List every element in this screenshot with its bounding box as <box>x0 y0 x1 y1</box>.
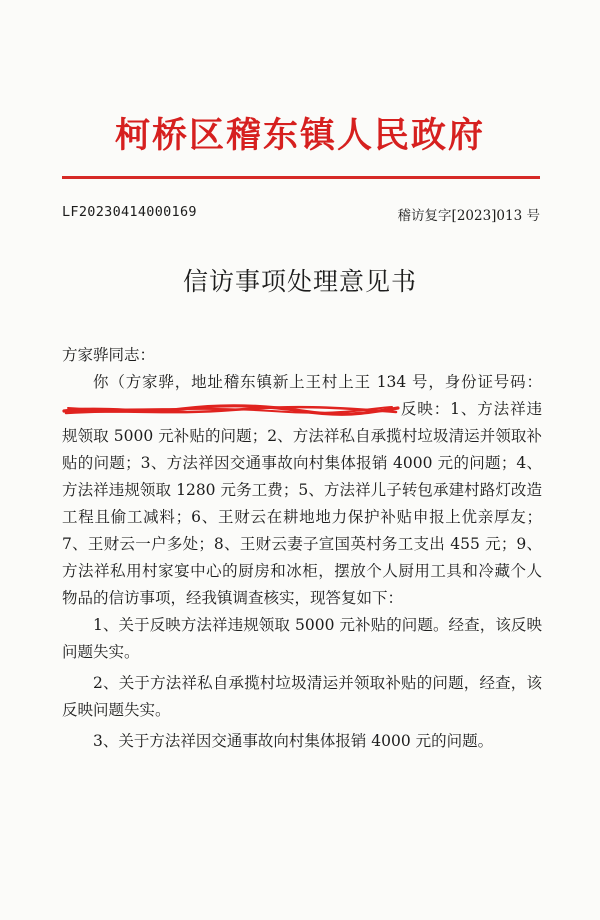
intro-part-2: 反映：1、方法祥违规领取 5000 元补贴的问题；2、方法祥私自承揽村垃圾清运并领取补贴的问题；3、方法祥因交通事故向村集体报销 4000 元的问题；4、方法祥违规领取 1280 元务工费；5、方法祥儿子转包承建村路灯改造工程且偷工减料；6、王财云在耕地地力保护补贴申报上优亲厚友；7、王财云一户多处；8、王财云妻子宣国英村务工支出 455 元；9、方法祥私用村家宴中心的厨房和冰柜，摆放个人厨用工具和冷藏个人物品的信访事项，经我镇调查核实，现答复如下： <box>62 400 542 607</box>
reply-item-2: 2、关于方法祥私自承揽村垃圾清运并领取补贴的问题，经查，该反映问题失实。 <box>62 674 542 719</box>
redaction-scribble <box>62 402 400 418</box>
reply-item-3: 3、关于方法祥因交通事故向村集体报销 4000 元的问题。 <box>93 732 494 750</box>
document-meta-row <box>62 200 540 224</box>
government-header: 柯桥区稽东镇人民政府 <box>114 115 485 156</box>
red-divider-line <box>62 176 540 179</box>
reply-item-1: 1、关于反映方法祥违规领取 5000 元补贴的问题。经查，该反映问题失实。 <box>62 616 542 661</box>
document-title: 信访事项处理意见书 <box>182 267 417 296</box>
reference-number: 稽访复字[2023]013 号 <box>397 208 540 224</box>
intro-part-1: 你（方家骅，地址稽东镇新上王村上王 134 号，身份证号码： <box>93 373 542 391</box>
salutation: 方家骅同志： <box>62 346 156 364</box>
document-code: LF20230414000169 <box>62 204 197 220</box>
